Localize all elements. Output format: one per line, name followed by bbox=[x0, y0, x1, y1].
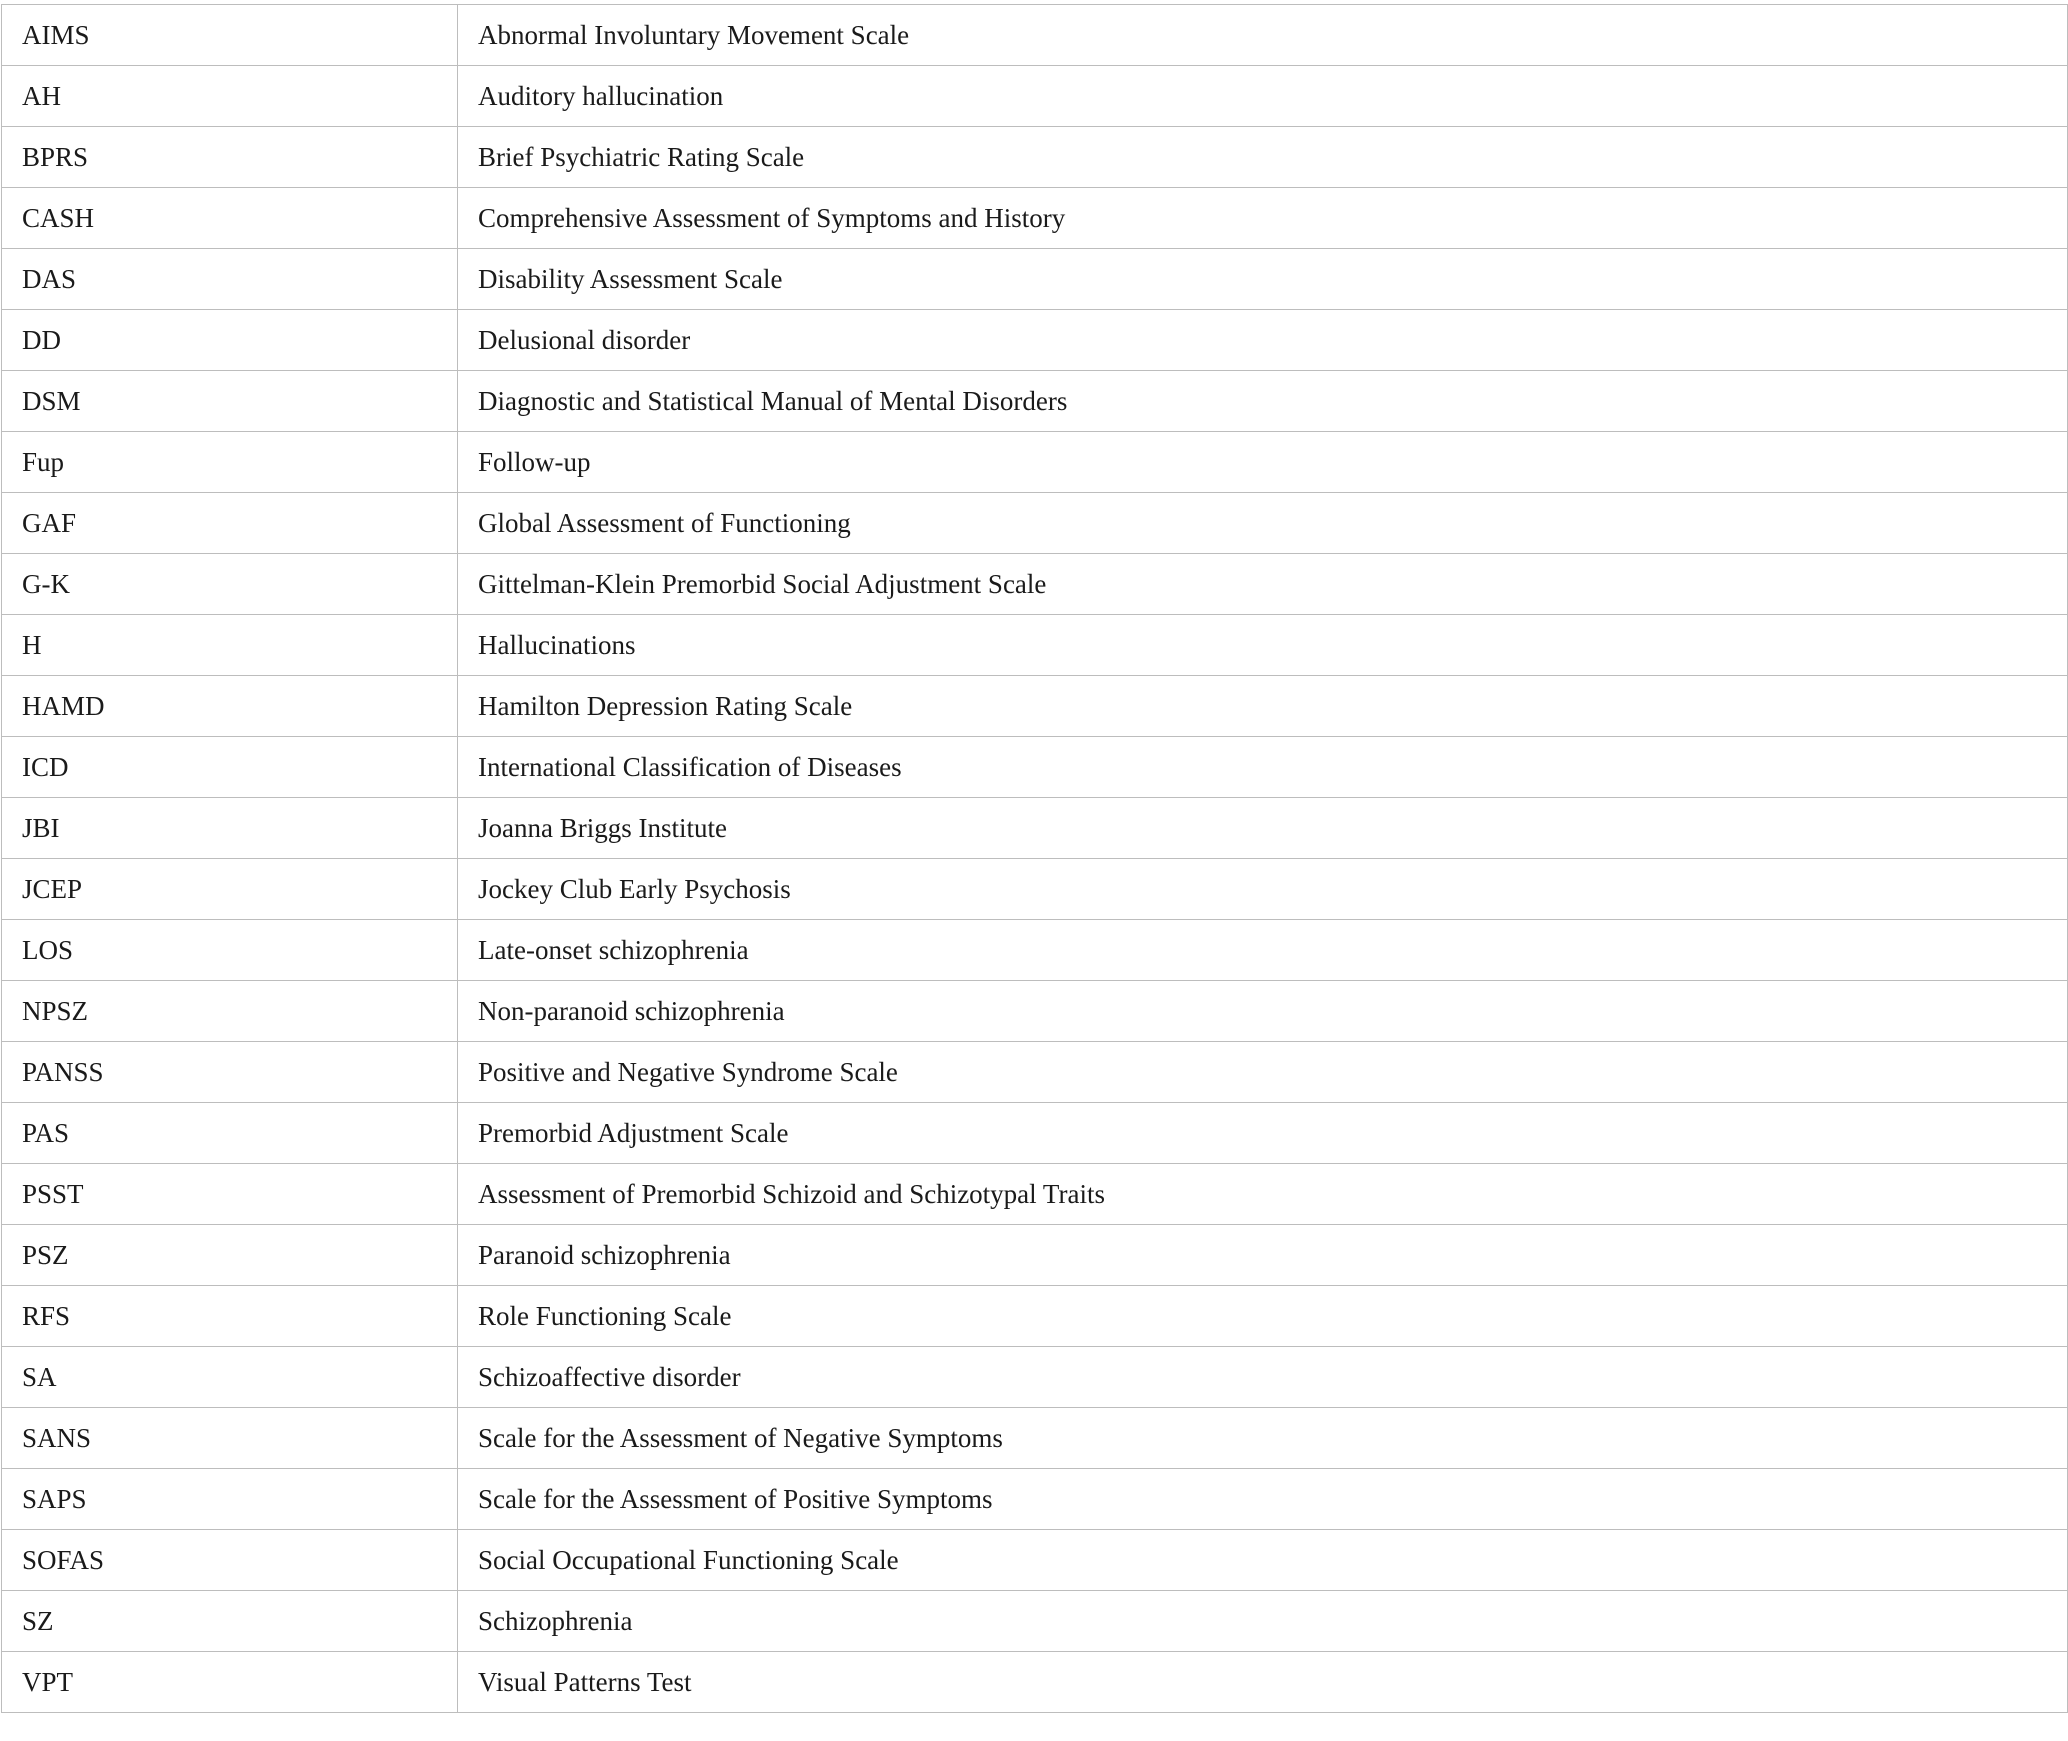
abbreviation-cell: SA bbox=[2, 1347, 458, 1408]
abbreviation-cell: PAS bbox=[2, 1103, 458, 1164]
table-row bbox=[2, 66, 2068, 127]
abbreviation-cell: SANS bbox=[2, 1408, 458, 1469]
abbreviation-cell: VPT bbox=[2, 1652, 458, 1713]
abbreviations-table bbox=[1, 4, 2068, 1713]
definition-cell: Joanna Briggs Institute bbox=[458, 798, 2068, 859]
table-row bbox=[2, 798, 2068, 859]
table-row bbox=[2, 1652, 2068, 1713]
table-row bbox=[2, 493, 2068, 554]
table-row bbox=[2, 615, 2068, 676]
definition-cell: Premorbid Adjustment Scale bbox=[458, 1103, 2068, 1164]
abbreviation-cell: H bbox=[2, 615, 458, 676]
definition-cell: Gittelman-Klein Premorbid Social Adjustment Scale bbox=[458, 554, 2068, 615]
abbreviation-cell: SAPS bbox=[2, 1469, 458, 1530]
abbreviation-cell: G-K bbox=[2, 554, 458, 615]
definition-cell: Positive and Negative Syndrome Scale bbox=[458, 1042, 2068, 1103]
table-row bbox=[2, 737, 2068, 798]
definition-cell: Schizoaffective disorder bbox=[458, 1347, 2068, 1408]
table-row bbox=[2, 127, 2068, 188]
abbreviation-cell: DAS bbox=[2, 249, 458, 310]
abbreviation-cell: JBI bbox=[2, 798, 458, 859]
abbreviation-cell: PANSS bbox=[2, 1042, 458, 1103]
definition-cell: Non-paranoid schizophrenia bbox=[458, 981, 2068, 1042]
definition-cell: Assessment of Premorbid Schizoid and Schizotypal Traits bbox=[458, 1164, 2068, 1225]
table-row bbox=[2, 310, 2068, 371]
abbreviations-table-body bbox=[2, 5, 2068, 1713]
definition-cell: Delusional disorder bbox=[458, 310, 2068, 371]
table-row bbox=[2, 1103, 2068, 1164]
definition-cell: Schizophrenia bbox=[458, 1591, 2068, 1652]
table-row bbox=[2, 920, 2068, 981]
definition-cell: Disability Assessment Scale bbox=[458, 249, 2068, 310]
table-row bbox=[2, 676, 2068, 737]
abbreviation-cell: NPSZ bbox=[2, 981, 458, 1042]
definition-cell: Late-onset schizophrenia bbox=[458, 920, 2068, 981]
abbreviation-cell: LOS bbox=[2, 920, 458, 981]
abbreviation-cell: RFS bbox=[2, 1286, 458, 1347]
definition-cell: Comprehensive Assessment of Symptoms and History bbox=[458, 188, 2068, 249]
table-row bbox=[2, 249, 2068, 310]
table-row bbox=[2, 981, 2068, 1042]
definition-cell: Jockey Club Early Psychosis bbox=[458, 859, 2068, 920]
definition-cell: International Classification of Diseases bbox=[458, 737, 2068, 798]
abbreviation-cell: SOFAS bbox=[2, 1530, 458, 1591]
definition-cell: Hallucinations bbox=[458, 615, 2068, 676]
abbreviation-cell: SZ bbox=[2, 1591, 458, 1652]
abbreviations-table-container bbox=[0, 4, 2068, 1713]
definition-cell: Diagnostic and Statistical Manual of Mental Disorders bbox=[458, 371, 2068, 432]
table-row bbox=[2, 859, 2068, 920]
table-row bbox=[2, 1469, 2068, 1530]
abbreviation-cell: DSM bbox=[2, 371, 458, 432]
abbreviation-cell: AIMS bbox=[2, 5, 458, 66]
definition-cell: Visual Patterns Test bbox=[458, 1652, 2068, 1713]
table-row bbox=[2, 1225, 2068, 1286]
abbreviation-cell: CASH bbox=[2, 188, 458, 249]
table-row bbox=[2, 1042, 2068, 1103]
table-row bbox=[2, 371, 2068, 432]
abbreviation-cell: HAMD bbox=[2, 676, 458, 737]
abbreviation-cell: Fup bbox=[2, 432, 458, 493]
table-row bbox=[2, 554, 2068, 615]
definition-cell: Scale for the Assessment of Negative Symptoms bbox=[458, 1408, 2068, 1469]
definition-cell: Social Occupational Functioning Scale bbox=[458, 1530, 2068, 1591]
abbreviation-cell: GAF bbox=[2, 493, 458, 554]
table-row bbox=[2, 1530, 2068, 1591]
definition-cell: Auditory hallucination bbox=[458, 66, 2068, 127]
abbreviation-cell: AH bbox=[2, 66, 458, 127]
table-row bbox=[2, 1164, 2068, 1225]
table-row bbox=[2, 5, 2068, 66]
definition-cell: Hamilton Depression Rating Scale bbox=[458, 676, 2068, 737]
definition-cell: Brief Psychiatric Rating Scale bbox=[458, 127, 2068, 188]
definition-cell: Global Assessment of Functioning bbox=[458, 493, 2068, 554]
definition-cell: Scale for the Assessment of Positive Symptoms bbox=[458, 1469, 2068, 1530]
definition-cell: Role Functioning Scale bbox=[458, 1286, 2068, 1347]
table-row bbox=[2, 1347, 2068, 1408]
table-row bbox=[2, 432, 2068, 493]
table-row bbox=[2, 1286, 2068, 1347]
definition-cell: Abnormal Involuntary Movement Scale bbox=[458, 5, 2068, 66]
table-row bbox=[2, 1408, 2068, 1469]
abbreviation-cell: BPRS bbox=[2, 127, 458, 188]
abbreviation-cell: DD bbox=[2, 310, 458, 371]
definition-cell: Paranoid schizophrenia bbox=[458, 1225, 2068, 1286]
table-row bbox=[2, 1591, 2068, 1652]
abbreviation-cell: PSZ bbox=[2, 1225, 458, 1286]
definition-cell: Follow-up bbox=[458, 432, 2068, 493]
abbreviation-cell: JCEP bbox=[2, 859, 458, 920]
table-row bbox=[2, 188, 2068, 249]
abbreviation-cell: ICD bbox=[2, 737, 458, 798]
abbreviation-cell: PSST bbox=[2, 1164, 458, 1225]
